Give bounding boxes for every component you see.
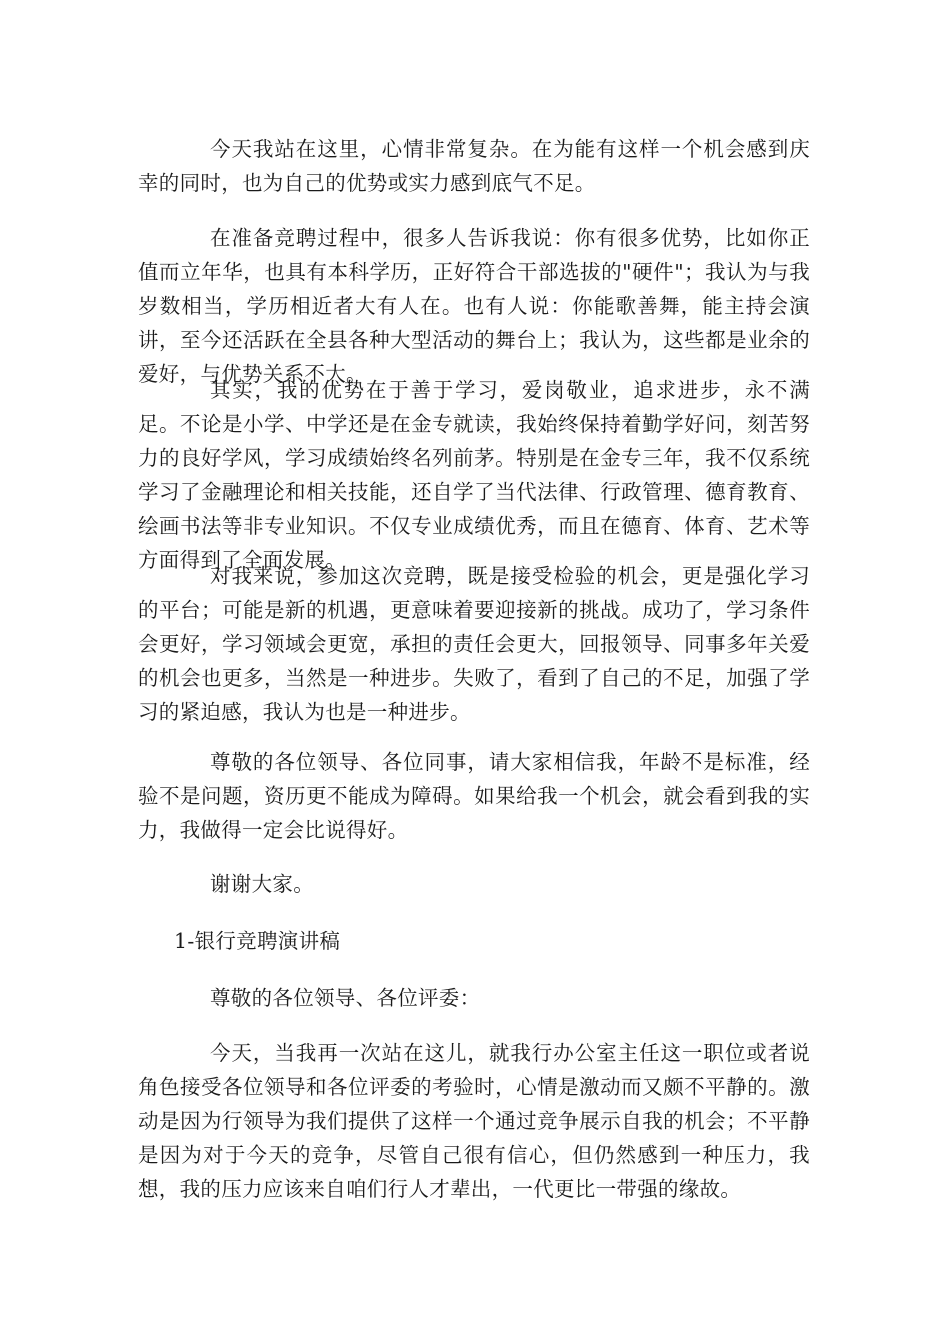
salutation: 尊敬的各位领导、各位评委： <box>210 986 481 1010</box>
paragraph-4: 对我来说，参加这次竞聘，既是接受检验的机会，更是强化学习的平台；可能是新的机遇，更意味着要迎接新的挑战。成功了，学习条件会更好，学习领域会更宽，承担的责任会更大，回报领导、同事多年关爱的机会也更多，当然是一种进步。失败了，看到了自己的不足，加强了学习的紧迫感，我认为也是一种进步。 <box>138 564 810 724</box>
paragraph-2: 在准备竞聘过程中，很多人告诉我说：你有很多优势，比如你正值而立年华，也具有本科学历，正好符合干部选拔的"硬件"；我认为与我岁数相当，学历相近者大有人在。也有人说：你能歌善舞，能主持会演讲，至今还活跃在全县各种大型活动的舞台上；我认为，这些都是业余的爱好，与优势关系不大。 <box>138 226 810 386</box>
paragraph-3: 其实，我的优势在于善于学习，爱岗敬业，追求进步，永不满足。不论是小学、中学还是在金专就读，我始终保持着勤学好问，刻苦努力的良好学风，学习成绩始终名列前茅。特别是在金专三年，我不仅系统学习了金融理论和相关技能，还自学了当代法律、行政管理、德育教育、绘画书法等非专业知识。不仅专业成绩优秀，而且在德育、体育、艺术等方面得到了全面发展。 <box>138 378 810 572</box>
section-title: 1-银行竞聘演讲稿 <box>174 929 341 953</box>
paragraph-1: 今天我站在这里，心情非常复杂。在为能有这样一个机会感到庆幸的同时，也为自己的优势或实力感到底气不足。 <box>138 137 810 195</box>
paragraph-5: 尊敬的各位领导、各位同事，请大家相信我，年龄不是标准，经验不是问题，资历更不能成为障碍。如果给我一个机会，就会看到我的实力，我做得一定会比说得好。 <box>138 750 810 842</box>
paragraph-6: 今天，当我再一次站在这儿，就我行办公室主任这一职位或者说角色接受各位领导和各位评委的考验时，心情是激动而又颇不平静的。激动是因为行领导为我们提供了这样一个通过竞争展示自我的机会；不平静是因为对于今天的竞争，尽管自己很有信心，但仍然感到一种压力，我想，我的压力应该来自咱们行人才辈出，一代更比一带强的缘故。 <box>138 1041 810 1201</box>
closing-line: 谢谢大家。 <box>210 872 314 896</box>
